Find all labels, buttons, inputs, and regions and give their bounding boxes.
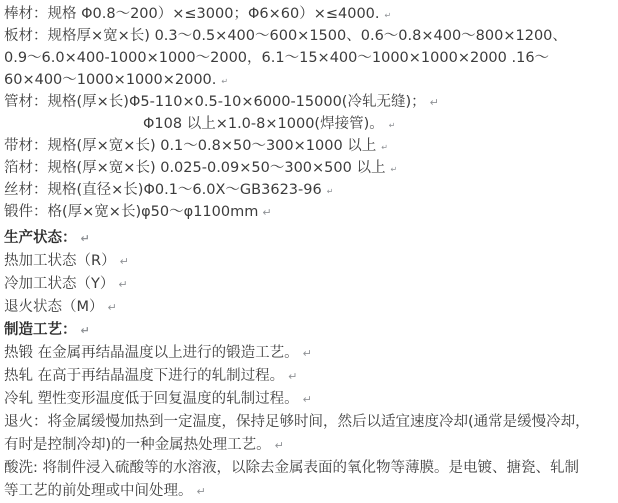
- text-line: [4, 273, 618, 296]
- line-text: 热锻 在金属再结晶温度以上进行的锻造工艺。: [4, 345, 299, 361]
- text-line: [4, 47, 618, 69]
- paragraph-mark-icon: ↵: [388, 121, 396, 130]
- paragraph-mark-icon: ↵: [302, 393, 312, 406]
- text-line: [4, 411, 618, 434]
- line-text: 生产状态：: [4, 230, 77, 246]
- paragraph-mark-icon: ↵: [384, 11, 392, 20]
- text-line: [4, 365, 618, 388]
- paragraph-mark-icon: ↵: [118, 278, 128, 291]
- line-text: 棒材：规格 Φ0.8～200）×≤3000；Φ6×60）×≤4000.: [4, 6, 380, 22]
- line-text: 有时是控制冷却)的一种金属热处理工艺。: [4, 437, 271, 453]
- text-line: [4, 457, 618, 480]
- paragraph-mark-icon: ↵: [381, 143, 388, 152]
- text-line: [4, 388, 618, 411]
- paragraph-mark-icon: ↵: [107, 301, 117, 314]
- text-line: [4, 157, 618, 179]
- line-text: 冷轧 塑性变形温度低于回复温度的轧制过程。: [4, 391, 299, 407]
- line-text: 丝材：规格(直径×长)Φ0.1～6.0X～GB3623-96: [4, 182, 322, 198]
- text-line: [4, 25, 618, 47]
- line-text: 板材：规格厚×宽×长) 0.3～0.5×400～600×1500、0.6～0.8×400～800×1200、: [4, 28, 567, 44]
- text-line: [4, 3, 618, 25]
- text-line: [4, 296, 618, 319]
- line-text: 箔材：规格(厚×宽×长) 0.025-0.09×50～300×500 以上: [4, 160, 386, 176]
- line-text: 冷加工状态（Y）: [4, 276, 115, 292]
- paragraph-mark-icon: ↵: [390, 165, 398, 174]
- line-text: 60×400～1000×1000×2000.: [4, 72, 217, 88]
- text-line: [4, 201, 618, 223]
- section-heading: [4, 227, 618, 250]
- line-text: 退火状态（M）: [4, 299, 104, 315]
- paragraph-mark-icon: ↵: [196, 485, 206, 498]
- paragraph-mark-icon: ↵: [80, 324, 90, 337]
- paragraph-mark-icon: ↵: [80, 232, 90, 245]
- section-heading: [4, 319, 618, 342]
- line-text: 带材：规格(厚×宽×长) 0.1～0.8×50～300×1000 以上: [4, 138, 377, 154]
- line-text: 热轧 在高于再结晶温度下进行的轧制过程。: [4, 368, 285, 384]
- paragraph-mark-icon: ↵: [429, 96, 439, 109]
- line-text: 0.9～6.0×400-1000×1000～2000，6.1～15×400～1000×1000×2000 .16～: [4, 50, 550, 66]
- line-text: 管材：规格(厚×长)Φ5-110×0.5-10×6000-15000(冷轧无缝)；: [4, 94, 426, 110]
- paragraph-mark-icon: ↵: [274, 439, 284, 452]
- paragraph-mark-icon: ↵: [302, 347, 312, 360]
- paragraph-mark-icon: ↵: [326, 187, 334, 196]
- text-line: [4, 113, 618, 135]
- line-text: 锻件：格(厚×宽×长)φ50～φ1100mm: [4, 204, 259, 220]
- text-line: [4, 480, 618, 503]
- paragraph-mark-icon: ↵: [288, 370, 298, 383]
- line-text: 退火：将金属缓慢加热到一定温度，保持足够时间，然后以适宜速度冷却(通常是缓慢冷却，: [4, 414, 590, 430]
- text-line: [4, 135, 618, 157]
- text-line: [4, 250, 618, 273]
- text-line: [4, 91, 618, 113]
- line-text: Φ108 以上×1.0-8×1000(焊接管)。: [143, 116, 384, 132]
- line-text: 等工艺的前处理或中间处理。: [4, 483, 193, 499]
- line-text: 制造工艺：: [4, 322, 77, 338]
- paragraph-mark-icon: ↵: [221, 77, 229, 86]
- text-line: [4, 434, 618, 457]
- paragraph-mark-icon: ↵: [262, 206, 272, 219]
- line-text: 酸洗: 将制件浸入硫酸等的水溶液，以除去金属表面的氧化物等薄膜。是电镀、搪瓷、轧制: [4, 460, 579, 476]
- text-line: [4, 69, 618, 91]
- line-text: 热加工状态（R）: [4, 253, 116, 269]
- text-line: [4, 179, 618, 201]
- paragraph-mark-icon: ↵: [119, 255, 129, 268]
- text-line: [4, 342, 618, 365]
